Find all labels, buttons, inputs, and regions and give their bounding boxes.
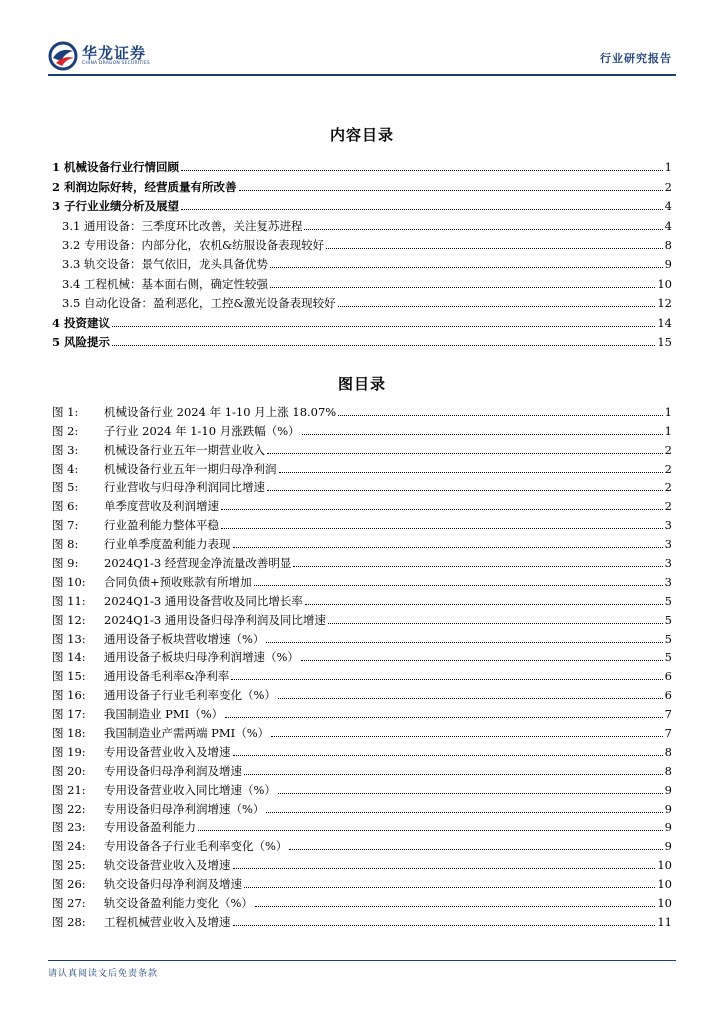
dot-leader [266, 642, 662, 643]
figure-entry-number: 图 1: [52, 404, 79, 419]
figure-entry[interactable] [52, 476, 672, 495]
figure-entry-number: 图 4: [52, 461, 79, 476]
figure-entry[interactable] [52, 570, 672, 589]
toc-entry-label: 3.4 工程机械：基本面右侧，确定性较强 [62, 276, 268, 291]
figure-entry-number: 图 8: [52, 537, 79, 552]
figure-entry-page: 2 [664, 480, 672, 495]
toc-entry-label: 3.2 专用设备：内部分化，农机&纺服设备表现较好 [62, 237, 325, 252]
figure-entry[interactable] [52, 627, 672, 646]
dot-leader [181, 209, 663, 210]
dot-leader [221, 509, 663, 510]
figure-entry-number: 图 28: [52, 914, 86, 929]
dot-leader [270, 287, 655, 288]
figure-entry-page: 1 [664, 404, 672, 419]
figure-entry-page: 10 [657, 877, 672, 892]
figure-entry[interactable] [52, 891, 672, 910]
dot-leader [301, 660, 663, 661]
figure-entry-page: 6 [664, 688, 672, 703]
toc-entry[interactable] [52, 310, 672, 329]
figure-entry-page: 1 [664, 423, 672, 438]
toc-entry-label: 5 风险提示 [52, 334, 111, 349]
figure-entry[interactable] [52, 457, 672, 476]
toc-entry-page: 10 [657, 276, 672, 291]
figure-entry-label: 专用设备各子行业毛利率变化（%） [104, 839, 288, 854]
figure-entry-label: 专用设备营业收入同比增速（%） [104, 782, 276, 797]
figure-entry-page: 2 [664, 442, 672, 457]
figure-entry-number: 图 21: [52, 782, 86, 797]
figure-entry-label: 专用设备归母净利润增速（%） [104, 801, 265, 816]
figure-entry-label: 通用设备子板块归母净利润增速（%） [104, 650, 299, 665]
figure-entry-label: 工程机械营业收入及增速 [104, 914, 231, 929]
figure-entry-label: 通用设备子行业毛利率变化（%） [104, 688, 276, 703]
toc-entry-page: 12 [657, 296, 672, 311]
dot-leader [302, 434, 663, 435]
toc-entry-page: 15 [657, 334, 672, 349]
dot-leader [231, 679, 662, 680]
figure-entry[interactable] [52, 740, 672, 759]
dot-leader [255, 906, 655, 907]
dot-leader [225, 717, 663, 718]
dot-leader [278, 698, 663, 699]
figure-entry-page: 8 [664, 763, 672, 778]
figure-entry-label: 行业单季度盈利能力表现 [104, 537, 231, 552]
figure-entry[interactable] [52, 551, 672, 570]
dot-leader [305, 604, 663, 605]
figure-entry-label: 轨交设备营业收入及增速 [104, 858, 231, 873]
dot-leader [233, 547, 663, 548]
dot-leader [112, 326, 655, 327]
dot-leader [270, 267, 663, 268]
figure-entry-number: 图 25: [52, 858, 86, 873]
toc-entry[interactable] [52, 271, 672, 290]
dot-leader [233, 925, 656, 926]
toc-entry[interactable] [52, 155, 672, 174]
dot-leader [198, 830, 663, 831]
figure-entry-label: 机械设备行业五年一期营业收入 [104, 442, 265, 457]
toc-entry-label: 1 机械设备行业行情回顾 [52, 160, 180, 175]
figure-entry-label: 单季度营收及利润增速 [104, 499, 219, 514]
dot-leader [304, 229, 662, 230]
figure-entry-label: 2024Q1-3 经营现金净流量改善明显 [104, 556, 292, 571]
figure-entry[interactable] [52, 494, 672, 513]
figure-entry-page: 3 [664, 556, 672, 571]
figure-entry[interactable] [52, 721, 672, 740]
toc-entry-label: 3 子行业业绩分析及展望 [52, 199, 180, 214]
figure-entry[interactable] [52, 664, 672, 683]
dot-leader [293, 566, 662, 567]
company-logo [48, 40, 150, 72]
figure-entry[interactable] [52, 872, 672, 891]
figure-entry-label: 子行业 2024 年 1-10 月涨跌幅（%） [104, 423, 300, 438]
dot-leader [233, 868, 656, 869]
figure-entry-label: 通用设备毛利率&净利率 [104, 669, 230, 684]
figure-entry-number: 图 24: [52, 839, 86, 854]
toc-entry-label: 2 利润边际好转，经营质量有所改善 [52, 179, 237, 194]
figure-entry-number: 图 26: [52, 877, 86, 892]
figure-entry[interactable] [52, 532, 672, 551]
figure-entry[interactable] [52, 910, 672, 929]
figure-entry-page: 9 [664, 820, 672, 835]
dot-leader [266, 812, 662, 813]
figure-entry-number: 图 7: [52, 518, 79, 533]
dot-leader [244, 887, 655, 888]
figure-entry-number: 图 13: [52, 631, 86, 646]
figure-entry-number: 图 5: [52, 480, 79, 495]
dragon-logo-icon [48, 41, 78, 71]
figure-entry-page: 3 [664, 537, 672, 552]
footer-disclaimer: 请认真阅读文后免责条款 [48, 969, 159, 979]
figure-entry[interactable] [52, 759, 672, 778]
figure-list-title: 图目录 [337, 375, 386, 393]
figure-entry[interactable] [52, 797, 672, 816]
toc-entry[interactable] [52, 194, 672, 213]
toc-entry[interactable] [52, 174, 672, 193]
figure-entry-number: 图 18: [52, 726, 86, 741]
toc-entry-page: 14 [657, 315, 672, 330]
figure-entry[interactable] [52, 702, 672, 721]
dot-leader [181, 170, 663, 171]
toc-entry-page: 4 [664, 199, 672, 214]
toc-title: 内容目录 [329, 126, 394, 144]
figure-entry-page: 10 [657, 896, 672, 911]
figure-entry-number: 图 11: [52, 593, 86, 608]
figure-entry[interactable] [52, 816, 672, 835]
figure-entry-number: 图 2: [52, 423, 79, 438]
figure-entry-label: 行业营收与归母净利润同比增速 [104, 480, 265, 495]
dot-leader [254, 585, 663, 586]
figure-entry-page: 8 [664, 744, 672, 759]
toc-entry-label: 4 投资建议 [52, 315, 111, 330]
figure-list [52, 400, 672, 929]
dot-leader [267, 490, 663, 491]
figure-entry-number: 图 6: [52, 499, 79, 514]
dot-leader [278, 793, 663, 794]
figure-entry-page: 2 [664, 461, 672, 476]
dot-leader [112, 345, 655, 346]
figure-entry-label: 我国制造业产需两端 PMI（%） [104, 726, 270, 741]
figure-entry-number: 图 22: [52, 801, 86, 816]
figure-entry-label: 专用设备盈利能力 [104, 820, 196, 835]
figure-entry-number: 图 14: [52, 650, 86, 665]
figure-entry[interactable] [52, 608, 672, 627]
figure-entry-number: 图 17: [52, 707, 86, 722]
figure-entry[interactable] [52, 834, 672, 853]
figure-entry-page: 5 [664, 593, 672, 608]
footer-divider [48, 960, 676, 961]
figure-entry-number: 图 23: [52, 820, 86, 835]
figure-entry-page: 5 [664, 650, 672, 665]
figure-entry-number: 图 15: [52, 669, 86, 684]
figure-entry[interactable] [52, 646, 672, 665]
dot-leader [221, 528, 663, 529]
figure-entry[interactable] [52, 589, 672, 608]
figure-entry[interactable] [52, 778, 672, 797]
figure-entry-label: 机械设备行业五年一期归母净利润 [104, 461, 277, 476]
toc-entry-label: 3.5 自动化设备：盈利恶化，工控&激光设备表现较好 [62, 296, 336, 311]
figure-entry-page: 5 [664, 631, 672, 646]
figure-entry[interactable] [52, 400, 672, 419]
dot-leader [267, 453, 663, 454]
dot-leader [239, 190, 663, 191]
toc-entry-label: 3.1 通用设备：三季度环比改善，关注复苏进程 [62, 218, 303, 233]
figure-entry-label: 专用设备归母净利润及增速 [104, 763, 242, 778]
figure-entry-number: 图 20: [52, 763, 86, 778]
toc-entry-page: 8 [664, 237, 672, 252]
figure-entry-page: 6 [664, 669, 672, 684]
figure-entry-page: 7 [664, 707, 672, 722]
figure-entry-label: 我国制造业 PMI（%） [104, 707, 224, 722]
figure-entry-page: 3 [664, 518, 672, 533]
toc-entry-label: 3.3 轨交设备：景气依旧，龙头具备优势 [62, 257, 268, 272]
figure-entry-page: 3 [664, 574, 672, 589]
dot-leader [326, 248, 662, 249]
figure-entry-page: 9 [664, 839, 672, 854]
figure-entry-label: 合同负债+预收账款有所增加 [104, 574, 252, 589]
figure-entry-label: 2024Q1-3 通用设备归母净利润及同比增速 [104, 612, 326, 627]
figure-entry-label: 机械设备行业 2024 年 1-10 月上涨 18.07% [104, 404, 337, 419]
dot-leader [338, 306, 656, 307]
toc-entry[interactable] [52, 291, 672, 310]
header-divider [48, 74, 676, 76]
toc-entry[interactable] [52, 213, 672, 232]
figure-entry-label: 轨交设备归母净利润及增速 [104, 877, 242, 892]
figure-entry-number: 图 27: [52, 896, 86, 911]
figure-entry-page: 10 [657, 858, 672, 873]
logo-chinese-name: 华龙证券 [82, 44, 147, 62]
figure-entry-number: 图 19: [52, 744, 86, 759]
figure-entry-page: 7 [664, 726, 672, 741]
figure-entry[interactable] [52, 853, 672, 872]
figure-entry-number: 图 16: [52, 688, 86, 703]
dot-leader [271, 736, 663, 737]
figure-entry-page: 2 [664, 499, 672, 514]
figure-entry-label: 2024Q1-3 通用设备营收及同比增长率 [104, 593, 303, 608]
figure-entry-page: 5 [664, 612, 672, 627]
figure-entry-number: 图 10: [52, 574, 86, 589]
figure-entry-number: 图 9: [52, 556, 79, 571]
figure-entry-number: 图 12: [52, 612, 86, 627]
page-header [48, 36, 676, 76]
dot-leader [279, 472, 663, 473]
toc-list [52, 155, 672, 349]
toc-entry[interactable] [52, 252, 672, 271]
toc-entry-page: 1 [664, 160, 672, 175]
figure-entry[interactable] [52, 513, 672, 532]
figure-entry[interactable] [52, 683, 672, 702]
dot-leader [328, 623, 663, 624]
toc-entry-page: 2 [664, 179, 672, 194]
toc-entry-page: 4 [664, 218, 672, 233]
dot-leader [233, 755, 663, 756]
figure-entry-page: 9 [664, 801, 672, 816]
figure-entry-label: 通用设备子板块营收增速（%） [104, 631, 265, 646]
figure-entry-label: 轨交设备盈利能力变化（%） [104, 896, 253, 911]
dot-leader [244, 774, 663, 775]
figure-entry-label: 专用设备营业收入及增速 [104, 744, 231, 759]
figure-entry-page: 11 [657, 914, 672, 929]
toc-entry[interactable] [52, 233, 672, 252]
logo-english-name: CHINA DRAGON SECURITIES [82, 61, 150, 66]
figure-entry[interactable] [52, 438, 672, 457]
report-type-label: 行业研究报告 [600, 52, 672, 65]
figure-entry[interactable] [52, 419, 672, 438]
figure-entry-number: 图 3: [52, 442, 79, 457]
toc-entry-page: 9 [664, 257, 672, 272]
figure-entry-page: 9 [664, 782, 672, 797]
dot-leader [338, 415, 662, 416]
toc-entry[interactable] [52, 330, 672, 349]
figure-entry-label: 行业盈利能力整体平稳 [104, 518, 219, 533]
dot-leader [289, 849, 662, 850]
